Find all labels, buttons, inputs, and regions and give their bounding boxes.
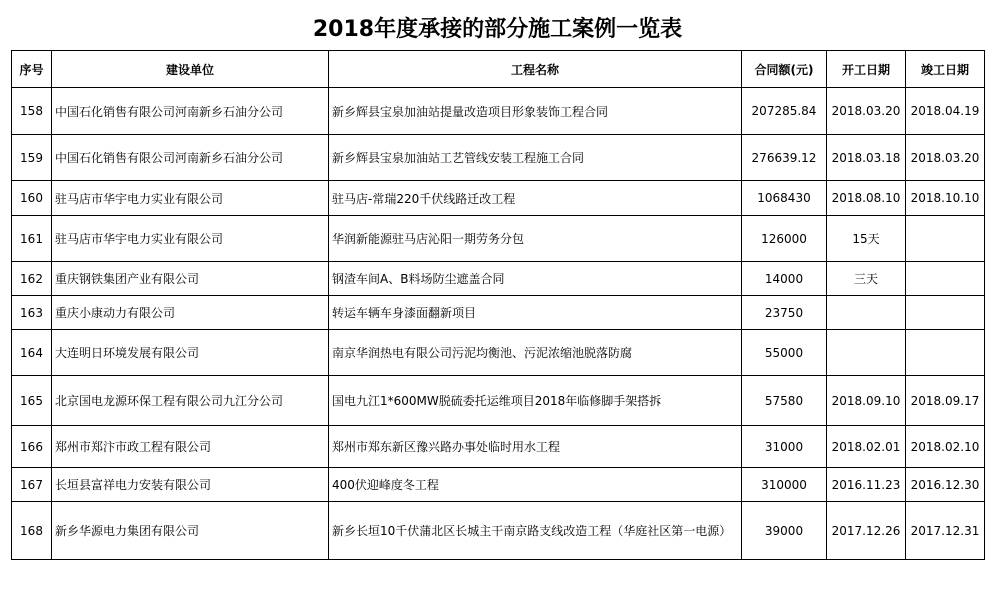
table-row xyxy=(12,181,985,216)
header-row xyxy=(12,51,985,88)
cell-end-date: 2018.10.10 xyxy=(906,181,985,216)
cell-project: 南京华润热电有限公司污泥均衡池、污泥浓缩池脱落防腐 xyxy=(329,330,742,376)
cell-client: 驻马店市华宇电力实业有限公司 xyxy=(52,216,329,262)
cell-amount: 57580 xyxy=(742,376,827,426)
table-row xyxy=(12,376,985,426)
cell-start-date xyxy=(827,296,906,330)
cell-client: 新乡华源电力集团有限公司 xyxy=(52,502,329,560)
cell-client: 中国石化销售有限公司河南新乡石油分公司 xyxy=(52,135,329,181)
table-row xyxy=(12,262,985,296)
cell-start-date: 15天 xyxy=(827,216,906,262)
cell-amount: 39000 xyxy=(742,502,827,560)
cell-end-date: 2018.03.20 xyxy=(906,135,985,181)
cell-end-date: 2018.04.19 xyxy=(906,88,985,135)
cell-index: 160 xyxy=(12,181,52,216)
cell-start-date: 2018.08.10 xyxy=(827,181,906,216)
cell-project: 400伏迎峰度冬工程 xyxy=(329,468,742,502)
cell-project: 新乡辉县宝泉加油站工艺管线安装工程施工合同 xyxy=(329,135,742,181)
cell-project: 钢渣车间A、B料场防尘遮盖合同 xyxy=(329,262,742,296)
header-start-date: 开工日期 xyxy=(827,51,906,88)
table-row xyxy=(12,88,985,135)
cell-amount: 1068430 xyxy=(742,181,827,216)
cell-index: 158 xyxy=(12,88,52,135)
header-index: 序号 xyxy=(12,51,52,88)
cell-project: 新乡长垣10千伏蒲北区长城主干南京路支线改造工程（华庭社区第一电源） xyxy=(329,502,742,560)
cell-start-date: 2016.11.23 xyxy=(827,468,906,502)
cell-client: 中国石化销售有限公司河南新乡石油分公司 xyxy=(52,88,329,135)
project-table xyxy=(11,50,985,560)
header-client: 建设单位 xyxy=(52,51,329,88)
cell-project: 国电九江1*600MW脱硫委托运维项目2018年临修脚手架搭拆 xyxy=(329,376,742,426)
cell-amount: 126000 xyxy=(742,216,827,262)
cell-client: 重庆钢铁集团产业有限公司 xyxy=(52,262,329,296)
cell-project: 驻马店-常瑞220千伏线路迁改工程 xyxy=(329,181,742,216)
table-row xyxy=(12,135,985,181)
cell-end-date xyxy=(906,330,985,376)
table-row xyxy=(12,296,985,330)
cell-amount: 207285.84 xyxy=(742,88,827,135)
cell-index: 162 xyxy=(12,262,52,296)
cell-start-date: 2018.09.10 xyxy=(827,376,906,426)
cell-amount: 276639.12 xyxy=(742,135,827,181)
cell-index: 164 xyxy=(12,330,52,376)
cell-client: 重庆小康动力有限公司 xyxy=(52,296,329,330)
table-row xyxy=(12,502,985,560)
cell-index: 168 xyxy=(12,502,52,560)
cell-amount: 310000 xyxy=(742,468,827,502)
header-end-date: 竣工日期 xyxy=(906,51,985,88)
cell-index: 165 xyxy=(12,376,52,426)
cell-start-date: 2017.12.26 xyxy=(827,502,906,560)
cell-client: 驻马店市华宇电力实业有限公司 xyxy=(52,181,329,216)
cell-start-date xyxy=(827,330,906,376)
cell-end-date: 2018.09.17 xyxy=(906,376,985,426)
header-amount: 合同额(元) xyxy=(742,51,827,88)
cell-index: 166 xyxy=(12,426,52,468)
header-project: 工程名称 xyxy=(329,51,742,88)
cell-client: 长垣县富祥电力安装有限公司 xyxy=(52,468,329,502)
cell-end-date: 2017.12.31 xyxy=(906,502,985,560)
cell-start-date: 2018.03.20 xyxy=(827,88,906,135)
cell-start-date: 2018.02.01 xyxy=(827,426,906,468)
cell-amount: 23750 xyxy=(742,296,827,330)
page-title: 2018年度承接的部分施工案例一览表 xyxy=(312,17,683,42)
cell-client: 大连明日环境发展有限公司 xyxy=(52,330,329,376)
table-row xyxy=(12,216,985,262)
cell-client: 郑州市郑汴市政工程有限公司 xyxy=(52,426,329,468)
cell-end-date xyxy=(906,216,985,262)
cell-project: 华润新能源驻马店沁阳一期劳务分包 xyxy=(329,216,742,262)
cell-end-date: 2018.02.10 xyxy=(906,426,985,468)
table-row xyxy=(12,426,985,468)
table-row xyxy=(12,468,985,502)
table-row xyxy=(12,330,985,376)
cell-end-date xyxy=(906,262,985,296)
cell-amount: 55000 xyxy=(742,330,827,376)
cell-project: 新乡辉县宝泉加油站提量改造项目形象装饰工程合同 xyxy=(329,88,742,135)
cell-start-date: 2018.03.18 xyxy=(827,135,906,181)
cell-index: 163 xyxy=(12,296,52,330)
cell-end-date xyxy=(906,296,985,330)
cell-index: 159 xyxy=(12,135,52,181)
cell-amount: 31000 xyxy=(742,426,827,468)
cell-project: 郑州市郑东新区豫兴路办事处临时用水工程 xyxy=(329,426,742,468)
cell-end-date: 2016.12.30 xyxy=(906,468,985,502)
cell-project: 转运车辆车身漆面翻新项目 xyxy=(329,296,742,330)
cell-amount: 14000 xyxy=(742,262,827,296)
cell-index: 167 xyxy=(12,468,52,502)
cell-index: 161 xyxy=(12,216,52,262)
cell-client: 北京国电龙源环保工程有限公司九江分公司 xyxy=(52,376,329,426)
cell-start-date: 三天 xyxy=(827,262,906,296)
